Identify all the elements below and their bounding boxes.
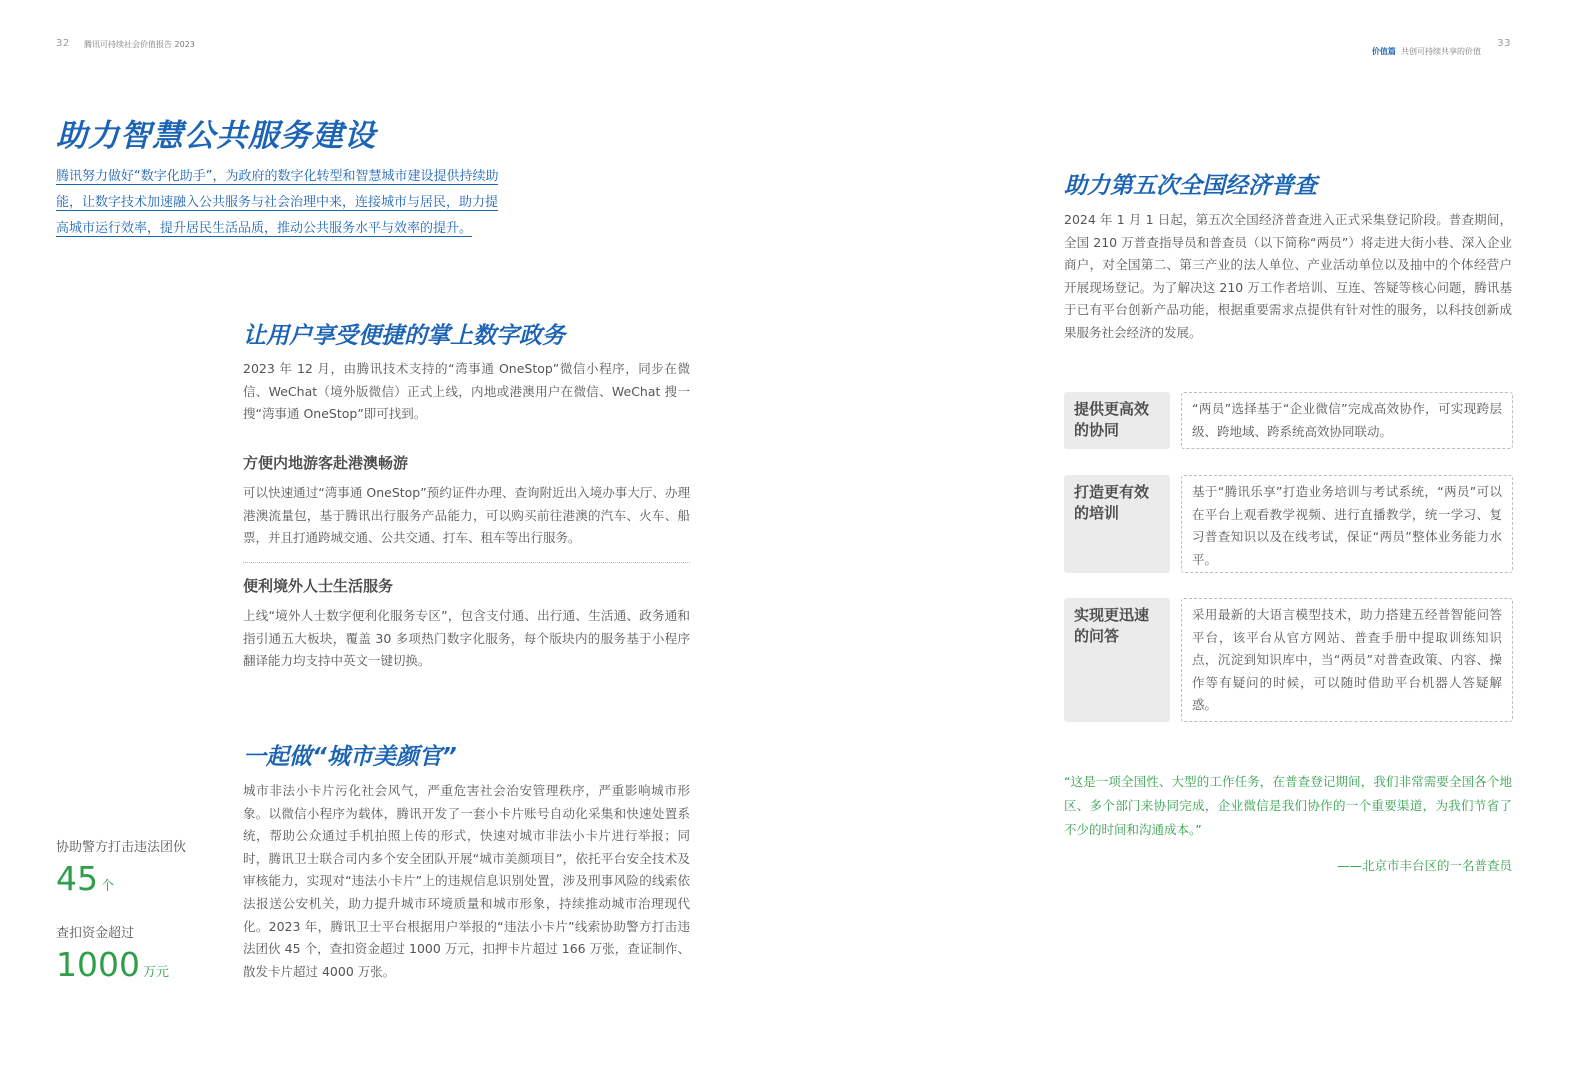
feature-label: 提供更高效的协同 <box>1064 392 1170 449</box>
stat-label: 协助警方打击违法团伙 <box>56 840 187 855</box>
stat-number: 1000 <box>56 945 140 984</box>
left-page-number: 32 <box>56 38 70 49</box>
section-body: 2023 年 12 月，由腾讯技术支持的“湾事通 OneStop”微信小程序，同步在微信、WeChat（境外版微信）正式上线，内地或港澳用户在微信、WeChat 搜一搜“湾事通 OneStop”即可找到。 <box>243 361 690 422</box>
section-subtitle: 共创可持续共享的价值 <box>1401 47 1481 56</box>
section-name: 价值篇 <box>1371 47 1396 56</box>
feature-description: “两员”选择基于“企业微信”完成高效协作，可实现跨层级、跨地域、跨系统高效协同联动。 <box>1181 392 1513 449</box>
section-body-city-beauty: 城市非法小卡片污化社会风气，严重危害社会治安管理秩序，严重影响城市形象。以微信小程序为载体，腾讯开发了一套小卡片账号自动化采集和快速处置系统，帮助公众通过手机拍照上传的形式，快速对城市非法小卡片进行举报；同时，腾讯卫士联合司内多个安全团队开展“城市美颜项目”，依托平台安全技术及审核能力，实现对“违法小卡片”上的违规信息识别处置，涉及刑事风险的线索依法报送公安机关，助力提升城市环境质量和城市形象，持续推动城市治理现代化。2023 年，腾讯卫士平台根据用户举报的“违法小卡片”线索协助警方打击违法团伙 45 个，查扣资金超过 1000 万元，扣押卡片超过 166 万张，查证制作、散发卡片超过 4000 万张。 <box>243 783 690 979</box>
stat-number: 45 <box>56 859 98 898</box>
intro-line: 腾讯努力做好“数字化助手”，为政府的数字化转型和智慧城市建设提供持续助 <box>56 169 499 184</box>
testimonial-quote: “这是一项全国性、大型的工作任务，在普查登记期间，我们非常需要全国各个地区、多个部门来协同完成，企业微信是我们协作的一个重要渠道，为我们节省了不少的时间和沟通成本。” <box>1064 774 1512 837</box>
census-body: 2024 年 1 月 1 日起，第五次全国经济普查进入正式采集登记阶段。普查期间，全国 210 万普查指导员和普查员（以下简称“两员”）将走进大街小巷、深入企业商户，对全国第二、第三产业的法人单位、产业活动单位以及抽中的个体经营户开展现场登记。为了解决这 210 万工作者培训、互连、答疑等核心问题，腾讯基于已有平台创新产品功能，根据重要需求点提供有针对性的服务，以科技创新成果服务社会经济的发展。 <box>1064 212 1512 340</box>
subsection-body-foreigners: 上线“境外人士数字便利化服务专区”，包含支付通、出行通、生活通、政务通和指引通五大板块，覆盖 30 多项热门数字化服务，每个版块内的服务基于小程序翻译能力均支持中英文一键切换。 <box>243 608 690 669</box>
stat-label: 查扣资金超过 <box>56 926 135 941</box>
stat-value <box>56 945 169 984</box>
intro-line: 能，让数字技术加速融入公共服务与社会治理中来，连接城市与居民，助力提 <box>56 195 499 210</box>
intro-paragraph <box>56 164 526 242</box>
quote-source: ——北京市丰台区的一名普查员 <box>1336 858 1512 873</box>
feature-description: 采用最新的大语言模型技术，助力搭建五经普智能问答平台，该平台从官方网站、普查手册中提取训练知识点，沉淀到知识库中，当“两员”对普查政策、内容、操作等有疑问的时候，可以随时借助平台机器人答疑解惑。 <box>1181 598 1513 722</box>
stat-unit: 个 <box>101 879 115 894</box>
right-page-number: 33 <box>1497 38 1511 49</box>
report-title: 腾讯可持续社会价值报告 2023 <box>84 40 195 49</box>
stat-value <box>56 859 115 898</box>
page-title: 助力智慧公共服务建设 <box>56 118 376 154</box>
divider <box>243 562 690 563</box>
section-title-digital-gov: 让用户享受便捷的掌上数字政务 <box>243 323 565 349</box>
subsection-body-travel: 可以快速通过“湾事通 OneStop”预约证件办理、查询附近出入境办事大厅、办理港澳流量包，基于腾讯出行服务产品能力，可以购买前往港澳的汽车、火车、船票，并且打通跨城交通、公共交通、打车、租车等出行服务。 <box>243 485 690 546</box>
right-header <box>1372 39 1481 58</box>
section-title-city-beauty: 一起做“城市美颜官” <box>243 744 457 770</box>
subsection-title-travel: 方便内地游客赴港澳畅游 <box>243 454 409 472</box>
intro-line: 高城市运行效率，提升居民生活品质，推动公共服务水平与效率的提升。 <box>56 221 473 236</box>
feature-description: 基于“腾讯乐享”打造业务培训与考试系统，“两员”可以在平台上观看教学视频、进行直播教学，统一学习、复习普查知识以及在线考试，保证“两员”整体业务能力水平。 <box>1181 475 1513 573</box>
feature-label: 实现更迅速的问答 <box>1064 598 1170 722</box>
stat-unit: 万元 <box>142 965 169 980</box>
subsection-title-foreigners: 便利境外人士生活服务 <box>243 577 394 595</box>
feature-label: 打造更有效的培训 <box>1064 475 1170 573</box>
section-title-census: 助力第五次全国经济普查 <box>1064 173 1317 199</box>
